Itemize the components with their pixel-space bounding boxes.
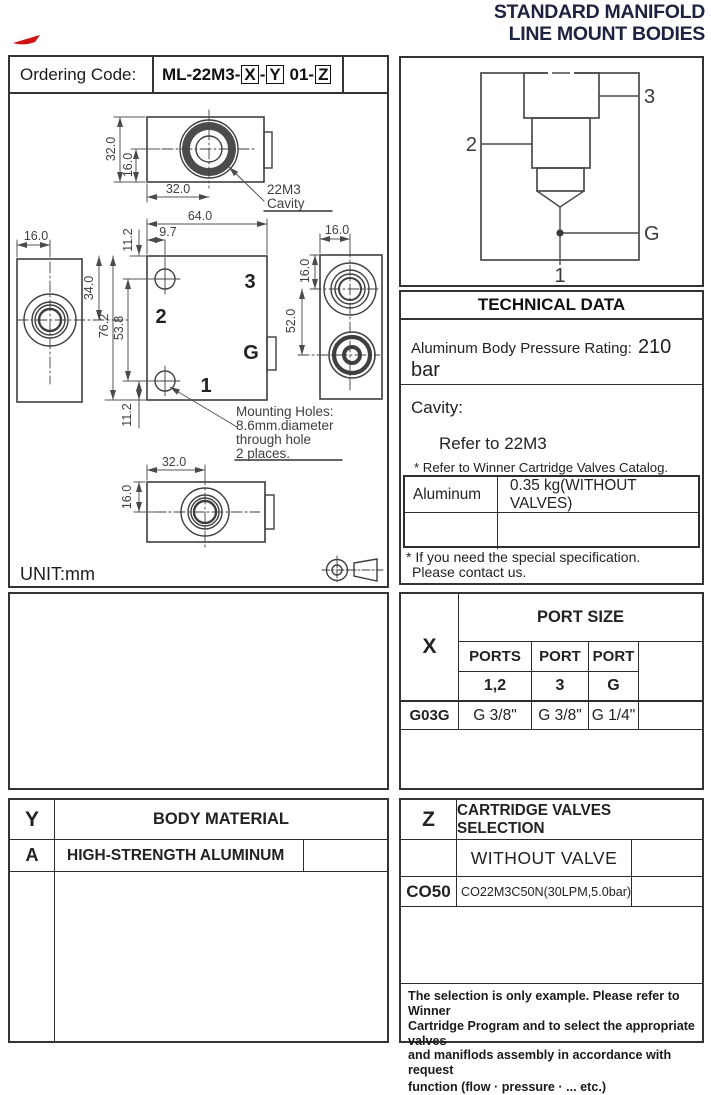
head-port3: PORT (532, 642, 589, 672)
dim-hole-offset-bottom: 11.2 (120, 403, 134, 427)
cavity-label: Cavity: (411, 398, 463, 417)
cartridge-empty-code (401, 840, 457, 877)
drawing-panel (8, 55, 389, 588)
head-empty (639, 642, 702, 702)
cartridge-z-header: Z (401, 800, 457, 840)
weight-value-cell: 0.35 kg(WITHOUT VALVES) (510, 476, 637, 512)
code-z-box: Z (315, 65, 331, 84)
dim-port3-offset: 16.0 (298, 258, 312, 284)
body-material-row-code: A (10, 840, 55, 872)
cavity-callout-line2: Cavity (267, 196, 305, 211)
bottom-view-dims (134, 465, 205, 512)
body-material-title: BODY MATERIAL (55, 800, 387, 840)
head-ports: PORTS (459, 642, 532, 672)
weight-row (405, 477, 698, 513)
dim-left-half-width: 16.0 (23, 229, 49, 243)
dim-hole-spacing: 53.8 (112, 315, 126, 341)
empty-rows (401, 730, 702, 788)
dim-hole-offset-x: 9.7 (159, 225, 177, 239)
row-value-3: G 1/4" (589, 702, 639, 730)
dim-top-half-width: 32.0 (165, 182, 191, 196)
body-material-y-header: Y (10, 800, 55, 840)
body-material-panel (8, 798, 389, 1043)
page-title (494, 2, 705, 45)
row-value-1: G 3/8" (459, 702, 532, 730)
dim-bottom-half-height: 16.0 (120, 484, 134, 510)
body-material-row-value: HIGH-STRENGTH ALUMINUM (55, 840, 304, 872)
page-title-line1: STANDARD MANIFOLD (493, 1, 705, 23)
code-prefix: ML-22M3- (162, 64, 241, 84)
top-view (147, 110, 272, 188)
divider (401, 384, 702, 385)
port-size-panel (399, 592, 704, 790)
dim-top-half-height: 16.0 (121, 152, 135, 178)
sub-ports: 1,2 (459, 672, 532, 702)
front-port-g-label: G (243, 342, 259, 364)
schematic-port-1: 1 (554, 265, 566, 287)
svg-text:through hole: through hole (236, 432, 312, 447)
right-side-view-dims (302, 234, 350, 355)
pressure-rating-label: Aluminum Body Pressure Rating: (411, 340, 632, 357)
weight-table (403, 475, 700, 548)
pressure-rating-value: 210 bar (411, 336, 672, 381)
dim-top-height: 32.0 (104, 136, 118, 162)
body-material-empty-area (55, 872, 387, 1041)
cartridge-note: The selection is only example. Please refer to Winner Cartridge Program and to select the appropriate valves and maniflods assembly in accordance with request function (flow · pressure · ... etc.) (401, 983, 702, 1041)
front-port-3-label: 3 (244, 271, 256, 293)
schematic-port-3: 3 (644, 86, 656, 108)
port-size-title: PORT SIZE (459, 594, 702, 642)
empty-panel (8, 592, 389, 790)
svg-text:8.6mm.diameter: 8.6mm.diameter (236, 418, 334, 433)
schematic-port-g: G (644, 223, 660, 245)
dim-front-height: 76.2 (97, 313, 111, 339)
sub-port3: 3 (532, 672, 589, 702)
dim-port2-offset: 34.0 (82, 275, 96, 301)
cartridge-row-code: CO50 (401, 877, 457, 907)
ordering-code-label: Ordering Code: (20, 64, 137, 84)
code-y-box: Y (266, 65, 283, 84)
dim-port-spacing: 52.0 (284, 308, 298, 334)
mounting-note (236, 404, 334, 461)
code-sep: - (259, 64, 266, 84)
ordering-code-value (152, 57, 344, 92)
cavity-note: * Refer to Winner Cartridge Valves Catalog. (414, 460, 669, 475)
dim-front-width: 64.0 (187, 209, 213, 223)
front-port-2-label: 2 (155, 306, 167, 328)
code-x-box: X (241, 65, 258, 84)
cartridge-empty-area (401, 907, 702, 983)
page-title-line2: LINE MOUNT BODIES (508, 22, 705, 45)
without-valve-empty (632, 840, 702, 877)
without-valve-cell: WITHOUT VALVE (457, 840, 632, 877)
cartridge-panel (399, 798, 704, 1095)
cavity-callout-line1: 22M3 (267, 182, 301, 197)
body-material-empty-col (10, 872, 55, 1041)
dim-hole-offset-top: 11.2 (121, 228, 135, 252)
schematic-port-2: 2 (465, 134, 477, 156)
pressure-rating (411, 336, 702, 382)
svg-text:Mounting Holes:: Mounting Holes: (236, 404, 334, 419)
front-port-1-label: 1 (200, 375, 212, 397)
row-code-g03g: G03G (401, 702, 459, 730)
cartridge-title: CARTRIDGE VALVES SELECTION (457, 800, 702, 840)
row-value-2: G 3/8" (532, 702, 589, 730)
body-material-row-empty (304, 840, 387, 872)
head-portg: PORT (589, 642, 639, 672)
sub-portg: G (589, 672, 639, 702)
cartridge-row-empty (632, 877, 702, 907)
unit-label: UNIT:mm (20, 564, 95, 584)
technical-drawing (10, 94, 389, 586)
bottom-view (147, 474, 274, 549)
schematic-panel (399, 56, 704, 287)
ordering-code-row (10, 57, 387, 94)
technical-data-header: TECHNICAL DATA (401, 292, 702, 320)
weight-material-cell: Aluminum (405, 477, 498, 512)
svg-text:2 places.: 2 places. (236, 446, 291, 461)
port-size-x-header: X (401, 594, 459, 702)
third-angle-projection-icon (322, 556, 383, 584)
row-empty (639, 702, 702, 730)
technical-data-panel (399, 290, 704, 585)
brand-logo-swoosh (12, 34, 42, 46)
code-mid: 01- (284, 64, 315, 84)
dim-bottom-half-width: 32.0 (161, 455, 187, 469)
special-note: * If you need the special specification. Please contact us. (406, 548, 641, 580)
hydraulic-schematic (401, 58, 702, 285)
cavity-value: Refer to 22M3 (439, 434, 547, 453)
weight-empty-row (405, 513, 698, 549)
dim-right-half-width: 16.0 (324, 223, 350, 237)
cartridge-row-value: CO22M3C50N(30LPM,5.0bar) (457, 877, 632, 907)
